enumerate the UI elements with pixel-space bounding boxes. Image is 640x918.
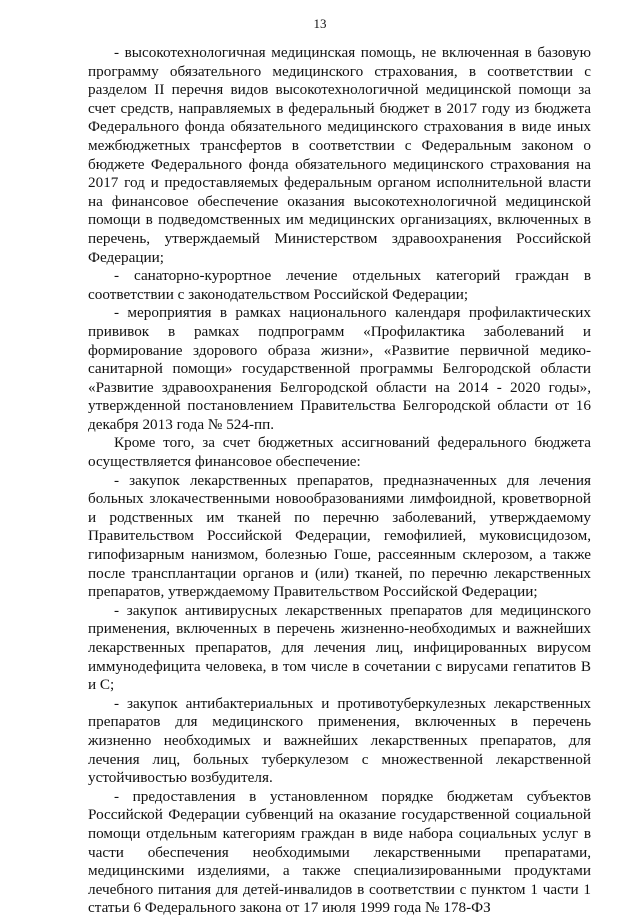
page-number: 13: [313, 16, 327, 31]
paragraph-sanatorium-treatment: - санаторно-курортное лечение отдельных категорий граждан в соответствии с законодательством Российской Федерации;: [88, 267, 591, 303]
paragraph-drug-procurement: - закупок лекарственных препаратов, предназначенных для лечения больных злокачественными новообразованиями лимфоидной, кроветворной и родственных им тканей по перечню заболеваний, утверждаемому Правительством Российской Федерации, гемофилией, муковисцидозом, гипофизарным нанизмом, болезнью Гоше, рассеянным склерозом, а также после трансплантации органов и (или) тканей, по перечню лекарственных препаратов, утверждаемому Правительством Российской Федерации;: [88, 471, 591, 601]
paragraph-antiviral-drugs: - закупок антивирусных лекарственных препаратов для медицинского применения, включенных в перечень жизненно-необходимых и важнейших лекарственных препаратов, для лечения лиц, инфицированных вирусом иммунодефицита человека, в том числе в сочетании с вирусами гепатитов В и С;: [88, 601, 591, 694]
paragraph-antibacterial-drugs: - закупок антибактериальных и противотуберкулезных лекарственных препаратов для медицинского применения, включенных в перечень жизненно необходимых и важнейших лекарственных препаратов, для лечения лиц, больных туберкулезом с множественной лекарственной устойчивостью возбудителя.: [88, 694, 591, 787]
paragraph-vaccination-calendar: - мероприятия в рамках национального календаря профилактических прививок в рамках подпрограмм «Профилактика заболеваний и формирование здорового образа жизни», «Развитие первичной медико-санитарной помощи» государственной программы Белгородской области «Развитие здравоохранения Белгородской области на 2014 - 2020 годы», утвержденной постановлением Правительства Белгородской области от 16 декабря 2013 года № 524-пп.: [88, 304, 591, 433]
document-body: [88, 44, 591, 918]
paragraph-subventions: - предоставления в установленном порядке бюджетам субъектов Российской Федерации субвенций на оказание государственной социальной помощи отдельным категориям граждан в виде набора социальных услуг в части обеспечения необходимыми лекарственными препаратами, медицинскими изделиями, а также специализированными продуктами лечебного питания для детей-инвалидов в соответствии с пунктом 1 части 1 статьи 6 Федерального закона от 17 июля 1999 года № 178-ФЗ: [88, 787, 591, 917]
paragraph-high-tech-care: - высокотехнологичная медицинская помощь, не включенная в базовую программу обязательного медицинского страхования, в соответствии с разделом II перечня видов высокотехнологичной медицинской помощи за счет средств, направляемых в федеральный бюджет в 2017 году из бюджета Федерального фонда обязательного медицинского страхования в виде иных межбюджетных трансфертов в соответствии с Федеральным законом о бюджете Федерального фонда обязательного медицинского страхования на 2017 год и предоставляемых федеральным органом исполнительной власти на финансовое обеспечение оказания высокотехнологичной медицинской помощи в подведомственных им медицинских организациях, включенных в перечень, утверждаемый Министерством здравоохранения Российской Федерации;: [88, 44, 591, 266]
paragraph-federal-budget-intro: Кроме того, за счет бюджетных ассигнований федерального бюджета осуществляется финансовое обеспечение:: [88, 434, 591, 471]
